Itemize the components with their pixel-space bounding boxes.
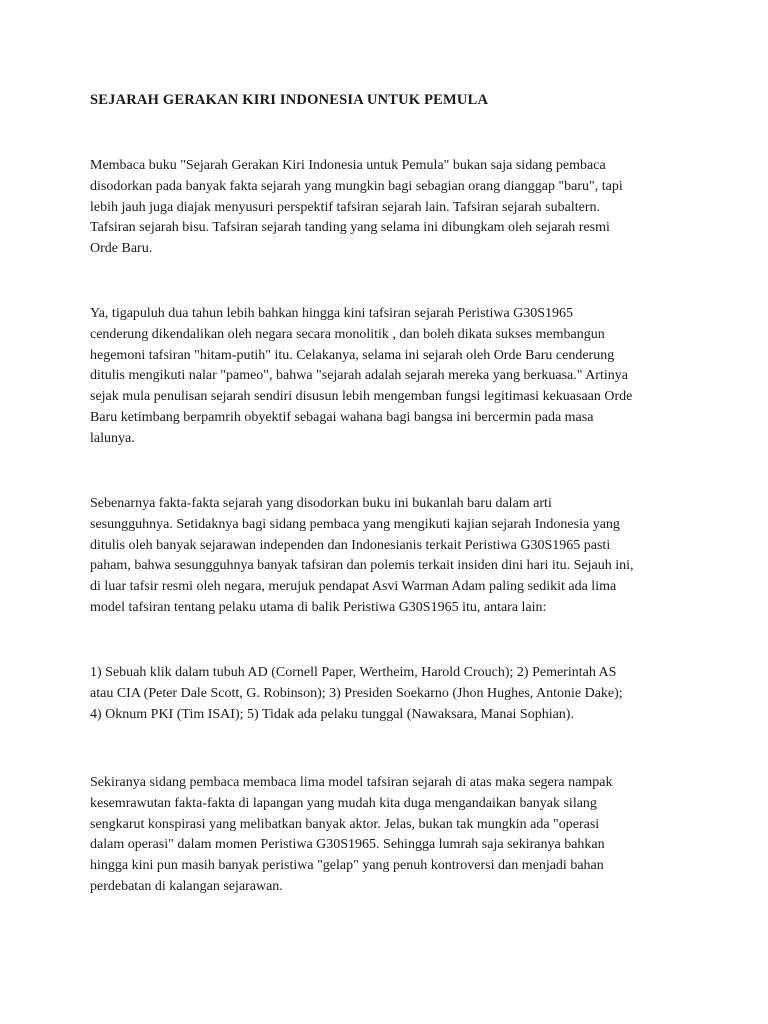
paragraph-line: Ya, tigapuluh dua tahun lebih bahkan hingga kini tafsiran sejarah Peristiwa G30S1965 — [90, 306, 574, 321]
paragraph-line: ditulis mengikuti nalar "pameo", bahwa "sejarah adalah sejarah mereka yang berkuasa." Artinya — [90, 368, 628, 384]
paragraph-4 — [90, 663, 690, 725]
paragraph-line: Sekiranya sidang pembaca membaca lima model tafsiran sejarah di atas maka segera nampak — [90, 775, 613, 790]
paragraph-line: lalunya. — [90, 430, 135, 446]
paragraph-line: ditulis oleh banyak sejarawan independen dan Indonesianis terkait Peristiwa G30S1965 pasti — [90, 537, 611, 553]
paragraph-line: paham, bahwa sesungguhnya banyak tafsiran dan polemis terkait insiden dini hari itu. Sejauh ini, — [90, 558, 634, 574]
paragraph-2 — [90, 304, 690, 450]
paragraph-3 — [90, 494, 690, 619]
paragraph-line: sesungguhnya. Setidaknya bagi sidang pembaca yang mengikuti kajian sejarah Indonesia yang — [90, 516, 620, 532]
paragraph-line: cenderung dikendalikan oleh negara secara monolitik , dan boleh dikata sukses membangun — [90, 326, 605, 342]
paragraph-line: hegemoni tafsiran "hitam-putih" itu. Celakanya, selama ini sejarah oleh Orde Baru cenderung — [90, 347, 615, 363]
paragraph-line: 1) Sebuah klik dalam tubuh AD (Cornell Paper, Wertheim, Harold Crouch); 2) Pemerintah AS — [90, 665, 617, 680]
paragraph-1 — [90, 156, 690, 260]
paragraph-line: Baru ketimbang berpamrih obyektif sebagai wahana bagi bangsa ini bercermin pada masa — [90, 409, 594, 425]
paragraph-line: Tafsiran sejarah bisu. Tafsiran sejarah tanding yang selama ini dibungkam oleh sejarah resmi — [90, 220, 610, 236]
paragraph-line: 4) Oknum PKI (Tim ISAI); 5) Tidak ada pelaku tunggal (Nawaksara, Manai Sophian). — [90, 706, 574, 722]
paragraph-line: sengkarut konspirasi yang melibatkan banyak aktor. Jelas, bukan tak mungkin ada "operasi — [90, 816, 600, 832]
paragraph-line: Orde Baru. — [90, 241, 153, 257]
paragraph-line: Membaca buku "Sejarah Gerakan Kiri Indonesia untuk Pemula" bukan saja sidang pembaca — [90, 158, 606, 173]
paragraph-line: hingga kini pun masih banyak peristiwa "gelap" yang penuh kontroversi dan menjadi bahan — [90, 858, 604, 874]
document-title: SEJARAH GERAKAN KIRI INDONESIA UNTUK PEMULA — [90, 92, 489, 108]
paragraph-line: lebih jauh juga diajak menyusuri perspektif tafsiran sejarah lain. Tafsiran sejarah subaltern. — [90, 199, 600, 215]
paragraph-line: model tafsiran tentang pelaku utama di balik Peristiwa G30S1965 itu, antara lain: — [90, 599, 547, 615]
paragraph-line: disodorkan pada banyak fakta sejarah yang mungkin bagi sebagian orang dianggap "baru", tapi — [90, 178, 623, 194]
paragraph-line: sejak mula penulisan sejarah sendiri disusun lebih mengemban fungsi legitimasi kekuasaan Orde — [90, 389, 633, 405]
paragraph-line: kesemrawutan fakta-fakta di lapangan yang mudah kita duga mengandaikan banyak silang — [90, 795, 597, 811]
paragraph-line: di luar tafsir resmi oleh negara, merujuk pendapat Asvi Warman Adam paling sedikit ada lima — [90, 579, 617, 595]
paragraph-line: Sebenarnya fakta-fakta sejarah yang disodorkan buku ini bukanlah baru dalam arti — [90, 496, 552, 511]
paragraph-line: perdebatan di kalangan sejarawan. — [90, 878, 283, 894]
paragraph-line: dalam operasi" dalam momen Peristiwa G30S1965. Sehingga lumrah saja sekiranya bahkan — [90, 837, 605, 853]
paragraph-5 — [90, 773, 690, 898]
paragraph-line: atau CIA (Peter Dale Scott, G. Robinson); 3) Presiden Soekarno (Jhon Hughes, Antonie Dake); — [90, 685, 623, 701]
